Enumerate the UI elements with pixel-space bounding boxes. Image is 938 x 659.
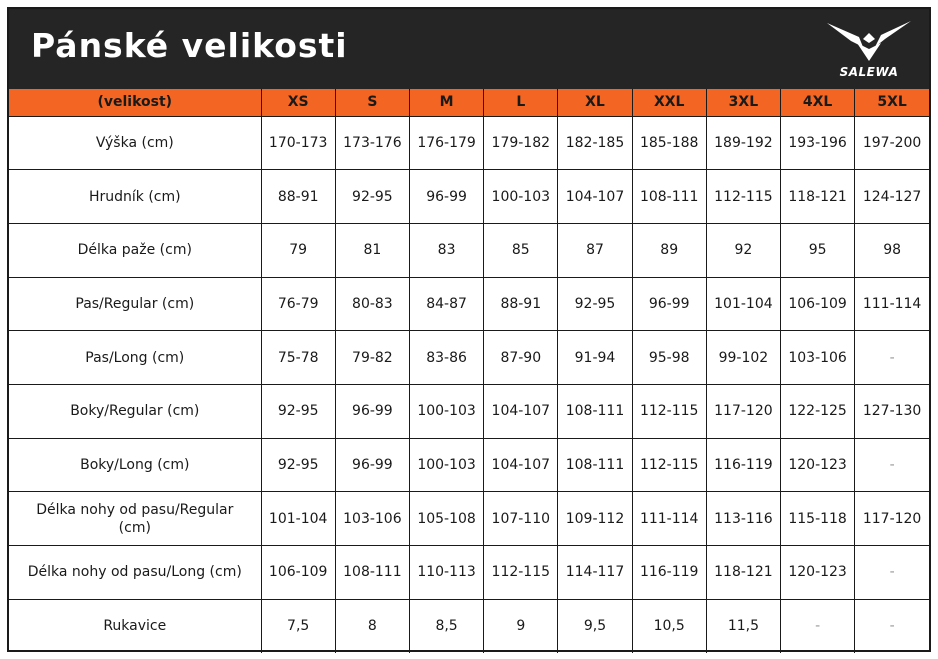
size-value-cell: 87 — [558, 223, 632, 277]
size-value-cell: 75-78 — [261, 331, 335, 385]
row-label: Pas/Long (cm) — [9, 331, 261, 385]
size-value-cell: 111-114 — [855, 277, 929, 331]
size-value-cell: 197-200 — [855, 116, 929, 170]
column-header: 4XL — [781, 89, 855, 116]
size-value-cell: 99-102 — [706, 331, 780, 385]
row-label: Boky/Regular (cm) — [9, 384, 261, 438]
size-value-cell: 117-120 — [855, 492, 929, 546]
table-row — [9, 170, 929, 224]
size-value-cell: 106-109 — [781, 277, 855, 331]
size-value-cell: 101-104 — [261, 492, 335, 546]
size-value-cell: 9,5 — [558, 599, 632, 653]
size-value-cell: 95 — [781, 223, 855, 277]
size-chart — [7, 7, 931, 652]
size-value-cell: 170-173 — [261, 116, 335, 170]
size-value-cell: 96-99 — [335, 438, 409, 492]
size-value-cell: 112-115 — [632, 384, 706, 438]
column-header: M — [409, 89, 483, 116]
size-value-cell: 100-103 — [484, 170, 558, 224]
table-row — [9, 492, 929, 546]
size-value-cell: 124-127 — [855, 170, 929, 224]
table-row — [9, 438, 929, 492]
column-header: 3XL — [706, 89, 780, 116]
brand-name: SALEWA — [839, 65, 899, 79]
size-value-cell: 176-179 — [409, 116, 483, 170]
size-value-cell: 95-98 — [632, 331, 706, 385]
size-value-cell: 81 — [335, 223, 409, 277]
size-value-cell: 104-107 — [484, 384, 558, 438]
row-label: Rukavice — [9, 599, 261, 653]
table-row — [9, 599, 929, 653]
size-value-cell: 8,5 — [409, 599, 483, 653]
eagle-logo-icon — [823, 17, 915, 67]
size-value-cell: 113-116 — [706, 492, 780, 546]
size-value-cell: - — [855, 438, 929, 492]
size-value-cell: 118-121 — [781, 170, 855, 224]
size-value-cell: 79-82 — [335, 331, 409, 385]
column-header: (velikost) — [9, 89, 261, 116]
table-row — [9, 331, 929, 385]
row-label: Hrudník (cm) — [9, 170, 261, 224]
size-value-cell: 89 — [632, 223, 706, 277]
size-value-cell: 92-95 — [261, 438, 335, 492]
table-header-row — [9, 89, 929, 116]
size-value-cell: 127-130 — [855, 384, 929, 438]
table-row — [9, 277, 929, 331]
size-value-cell: - — [781, 599, 855, 653]
size-value-cell: 120-123 — [781, 438, 855, 492]
size-value-cell: 108-111 — [558, 384, 632, 438]
size-value-cell: 92-95 — [261, 384, 335, 438]
column-header: L — [484, 89, 558, 116]
size-value-cell: 118-121 — [706, 546, 780, 600]
size-value-cell: 173-176 — [335, 116, 409, 170]
row-label: Výška (cm) — [9, 116, 261, 170]
size-value-cell: 85 — [484, 223, 558, 277]
size-value-cell: 92-95 — [558, 277, 632, 331]
size-value-cell: 103-106 — [781, 331, 855, 385]
size-value-cell: 115-118 — [781, 492, 855, 546]
size-value-cell: - — [855, 546, 929, 600]
table-row — [9, 223, 929, 277]
size-value-cell: 91-94 — [558, 331, 632, 385]
size-table — [9, 89, 929, 653]
size-value-cell: 88-91 — [484, 277, 558, 331]
size-value-cell: 80-83 — [335, 277, 409, 331]
size-value-cell: 116-119 — [632, 546, 706, 600]
size-value-cell: 104-107 — [558, 170, 632, 224]
brand-logo — [823, 17, 915, 83]
size-value-cell: 7,5 — [261, 599, 335, 653]
page-title: Pánské velikosti — [31, 26, 348, 65]
size-value-cell: 87-90 — [484, 331, 558, 385]
size-value-cell: 98 — [855, 223, 929, 277]
column-header: 5XL — [855, 89, 929, 116]
table-row — [9, 116, 929, 170]
size-value-cell: 103-106 — [335, 492, 409, 546]
size-value-cell: 11,5 — [706, 599, 780, 653]
size-value-cell: 112-115 — [706, 170, 780, 224]
size-value-cell: 96-99 — [335, 384, 409, 438]
size-value-cell: 9 — [484, 599, 558, 653]
size-value-cell: 114-117 — [558, 546, 632, 600]
row-label: Pas/Regular (cm) — [9, 277, 261, 331]
table-row — [9, 546, 929, 600]
size-value-cell: 179-182 — [484, 116, 558, 170]
column-header: XS — [261, 89, 335, 116]
size-value-cell: 116-119 — [706, 438, 780, 492]
size-value-cell: 100-103 — [409, 384, 483, 438]
size-value-cell: 96-99 — [632, 277, 706, 331]
size-value-cell: 79 — [261, 223, 335, 277]
size-value-cell: 105-108 — [409, 492, 483, 546]
size-value-cell: 122-125 — [781, 384, 855, 438]
size-value-cell: 92-95 — [335, 170, 409, 224]
size-value-cell: 96-99 — [409, 170, 483, 224]
column-header: S — [335, 89, 409, 116]
row-label: Délka paže (cm) — [9, 223, 261, 277]
table-row — [9, 384, 929, 438]
size-value-cell: 111-114 — [632, 492, 706, 546]
size-value-cell: - — [855, 599, 929, 653]
size-value-cell: 10,5 — [632, 599, 706, 653]
header-bar — [9, 9, 929, 89]
size-value-cell: 101-104 — [706, 277, 780, 331]
size-value-cell: 182-185 — [558, 116, 632, 170]
size-value-cell: 108-111 — [632, 170, 706, 224]
size-value-cell: 110-113 — [409, 546, 483, 600]
size-value-cell: 112-115 — [632, 438, 706, 492]
size-value-cell: 8 — [335, 599, 409, 653]
size-value-cell: 76-79 — [261, 277, 335, 331]
size-value-cell: 83 — [409, 223, 483, 277]
size-value-cell: 109-112 — [558, 492, 632, 546]
size-value-cell: 189-192 — [706, 116, 780, 170]
row-label: Délka nohy od pasu/Long (cm) — [9, 546, 261, 600]
size-value-cell: - — [855, 331, 929, 385]
size-value-cell: 185-188 — [632, 116, 706, 170]
column-header: XXL — [632, 89, 706, 116]
size-value-cell: 108-111 — [558, 438, 632, 492]
size-value-cell: 84-87 — [409, 277, 483, 331]
size-value-cell: 106-109 — [261, 546, 335, 600]
size-value-cell: 117-120 — [706, 384, 780, 438]
size-value-cell: 120-123 — [781, 546, 855, 600]
size-value-cell: 100-103 — [409, 438, 483, 492]
size-value-cell: 88-91 — [261, 170, 335, 224]
column-header: XL — [558, 89, 632, 116]
size-value-cell: 83-86 — [409, 331, 483, 385]
size-value-cell: 107-110 — [484, 492, 558, 546]
size-value-cell: 112-115 — [484, 546, 558, 600]
row-label: Boky/Long (cm) — [9, 438, 261, 492]
size-value-cell: 193-196 — [781, 116, 855, 170]
size-value-cell: 92 — [706, 223, 780, 277]
size-value-cell: 104-107 — [484, 438, 558, 492]
row-label: Délka nohy od pasu/Regular (cm) — [9, 492, 261, 546]
size-value-cell: 108-111 — [335, 546, 409, 600]
